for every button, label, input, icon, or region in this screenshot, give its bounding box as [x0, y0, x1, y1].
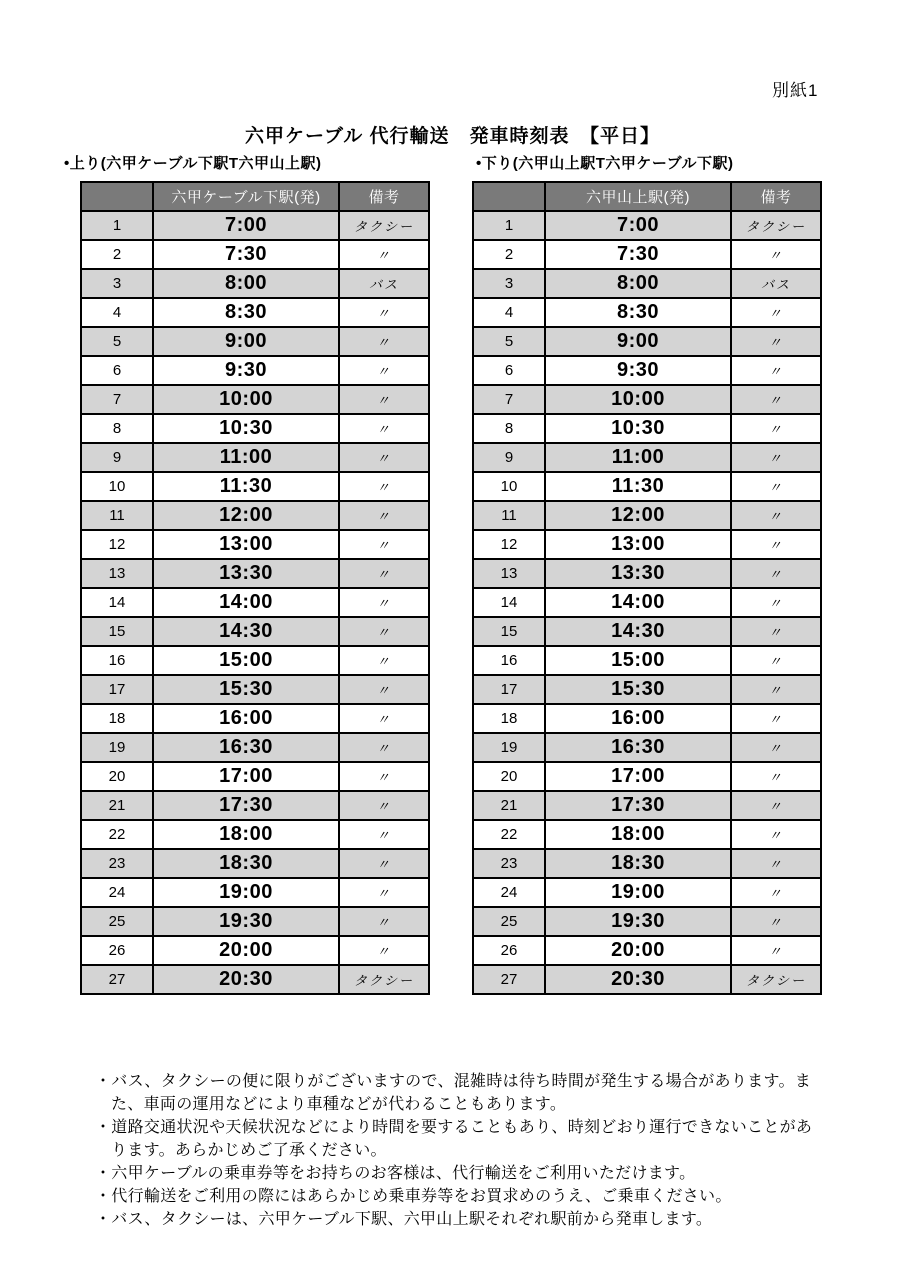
table-row	[81, 501, 429, 530]
note-line: ・バス、タクシーの便に限りがございますので、混雑時は待ち時間が発生する場合があります。ま	[95, 1073, 812, 1090]
table-row	[81, 240, 429, 269]
departure-time: 9:30	[545, 356, 731, 385]
table-row	[473, 849, 821, 878]
remark: 〃	[339, 704, 429, 733]
departure-time: 17:30	[153, 791, 339, 820]
page-title: 六甲ケーブル 代行輸送 発車時刻表 【平日】	[244, 126, 661, 147]
remark: タクシー	[339, 211, 429, 240]
row-number: 8	[81, 414, 153, 443]
row-number: 14	[81, 588, 153, 617]
departure-time: 10:00	[153, 385, 339, 414]
table-row	[81, 849, 429, 878]
remark: 〃	[339, 559, 429, 588]
table-row	[81, 762, 429, 791]
row-number: 1	[473, 211, 545, 240]
table-row	[473, 443, 821, 472]
row-number: 22	[81, 820, 153, 849]
note-line: ・バス、タクシーは、六甲ケーブル下駅、六甲山上駅それぞれ駅前から発車します。	[95, 1211, 713, 1228]
table-row	[81, 327, 429, 356]
remark: タクシー	[731, 211, 821, 240]
departure-time: 11:00	[545, 443, 731, 472]
remark: 〃	[731, 530, 821, 559]
table-row	[473, 559, 821, 588]
table-row	[81, 617, 429, 646]
row-number: 17	[473, 675, 545, 704]
remark: 〃	[339, 385, 429, 414]
row-number: 20	[473, 762, 545, 791]
row-number: 9	[81, 443, 153, 472]
row-number: 17	[81, 675, 153, 704]
remark: タクシー	[339, 965, 429, 994]
departure-time: 9:00	[545, 327, 731, 356]
table-row	[473, 240, 821, 269]
table-row	[81, 878, 429, 907]
table-row	[473, 965, 821, 994]
table-row	[81, 675, 429, 704]
row-number: 12	[81, 530, 153, 559]
row-number: 9	[473, 443, 545, 472]
departure-time: 19:00	[545, 878, 731, 907]
departure-time: 16:00	[153, 704, 339, 733]
row-number: 24	[473, 878, 545, 907]
row-number: 21	[81, 791, 153, 820]
departure-time: 20:30	[545, 965, 731, 994]
departure-time: 15:00	[545, 646, 731, 675]
departure-time: 14:30	[545, 617, 731, 646]
table-row	[81, 936, 429, 965]
table-row	[81, 907, 429, 936]
remark: 〃	[731, 733, 821, 762]
departure-time: 18:00	[545, 820, 731, 849]
table-row	[473, 617, 821, 646]
note-line: ・六甲ケーブルの乗車券等をお持ちのお客様は、代行輸送をご利用いただけます。	[95, 1165, 696, 1182]
attachment-label: 別紙1	[772, 81, 819, 100]
departure-time: 14:30	[153, 617, 339, 646]
table-row	[473, 762, 821, 791]
remark: 〃	[339, 646, 429, 675]
row-number: 15	[81, 617, 153, 646]
footnotes	[95, 1070, 840, 1231]
departure-time: 8:30	[545, 298, 731, 327]
row-number: 27	[81, 965, 153, 994]
row-number: 13	[81, 559, 153, 588]
remark: 〃	[339, 501, 429, 530]
remark: 〃	[731, 414, 821, 443]
departure-time: 17:00	[153, 762, 339, 791]
departure-time: 13:30	[153, 559, 339, 588]
table-row	[473, 733, 821, 762]
col-header-remarks: 備考	[731, 182, 821, 211]
remark: 〃	[339, 443, 429, 472]
remark: 〃	[339, 820, 429, 849]
remark: 〃	[731, 298, 821, 327]
table-row	[473, 356, 821, 385]
row-number: 8	[473, 414, 545, 443]
remark: 〃	[731, 878, 821, 907]
remark: 〃	[731, 762, 821, 791]
row-number: 27	[473, 965, 545, 994]
remark: 〃	[339, 878, 429, 907]
remark: 〃	[731, 791, 821, 820]
row-number: 24	[81, 878, 153, 907]
departure-time: 18:30	[545, 849, 731, 878]
departure-time: 20:30	[153, 965, 339, 994]
departure-time: 11:30	[153, 472, 339, 501]
row-number: 26	[81, 936, 153, 965]
row-number: 10	[473, 472, 545, 501]
departure-time: 7:00	[545, 211, 731, 240]
table-row	[81, 356, 429, 385]
table-row	[81, 704, 429, 733]
remark: 〃	[731, 617, 821, 646]
table-row	[473, 878, 821, 907]
remark: 〃	[731, 472, 821, 501]
table-row	[473, 646, 821, 675]
col-header-station: 六甲山上駅(発)	[545, 182, 731, 211]
departure-time: 11:30	[545, 472, 731, 501]
departure-time: 9:00	[153, 327, 339, 356]
departure-time: 10:30	[545, 414, 731, 443]
departure-time: 17:30	[545, 791, 731, 820]
remark: タクシー	[731, 965, 821, 994]
table-row	[473, 211, 821, 240]
table-row	[81, 733, 429, 762]
remark: 〃	[339, 936, 429, 965]
row-number: 2	[473, 240, 545, 269]
departure-time: 12:00	[153, 501, 339, 530]
remark: 〃	[339, 588, 429, 617]
row-number: 22	[473, 820, 545, 849]
remark: 〃	[731, 443, 821, 472]
departure-time: 20:00	[153, 936, 339, 965]
departure-time: 18:30	[153, 849, 339, 878]
departure-time: 13:00	[153, 530, 339, 559]
row-number: 4	[473, 298, 545, 327]
row-number: 12	[473, 530, 545, 559]
remark: 〃	[339, 907, 429, 936]
header-row	[473, 182, 821, 211]
table-row	[81, 472, 429, 501]
departure-time: 12:00	[545, 501, 731, 530]
direction-label-down: •下り(六甲山上駅T六甲ケーブル下駅)	[476, 155, 734, 172]
table-row	[81, 530, 429, 559]
table-row	[473, 414, 821, 443]
row-number: 16	[473, 646, 545, 675]
remark: 〃	[339, 762, 429, 791]
departure-time: 8:00	[153, 269, 339, 298]
remark: バス	[731, 269, 821, 298]
remark: 〃	[339, 327, 429, 356]
timetable-down	[472, 181, 822, 995]
row-number: 1	[81, 211, 153, 240]
timetable-up-body	[81, 211, 429, 994]
row-number: 11	[81, 501, 153, 530]
remark: 〃	[731, 704, 821, 733]
table-row	[473, 298, 821, 327]
table-row	[81, 791, 429, 820]
row-number: 7	[473, 385, 545, 414]
departure-time: 7:30	[153, 240, 339, 269]
departure-time: 19:00	[153, 878, 339, 907]
table-row	[473, 704, 821, 733]
table-row	[81, 646, 429, 675]
remark: 〃	[731, 820, 821, 849]
departure-time: 13:30	[545, 559, 731, 588]
remark: 〃	[339, 356, 429, 385]
row-number: 16	[81, 646, 153, 675]
row-number: 10	[81, 472, 153, 501]
departure-time: 9:30	[153, 356, 339, 385]
table-row	[473, 269, 821, 298]
row-number: 23	[81, 849, 153, 878]
row-number: 15	[473, 617, 545, 646]
departure-time: 14:00	[545, 588, 731, 617]
remark: 〃	[339, 849, 429, 878]
col-header-remarks: 備考	[339, 182, 429, 211]
table-row	[473, 588, 821, 617]
table-row	[81, 211, 429, 240]
header-row	[81, 182, 429, 211]
row-number: 7	[81, 385, 153, 414]
row-number: 3	[473, 269, 545, 298]
departure-time: 19:30	[153, 907, 339, 936]
remark: 〃	[339, 617, 429, 646]
remark: 〃	[731, 849, 821, 878]
departure-time: 13:00	[545, 530, 731, 559]
note-line: た、車両の運用などにより車種などが代わることもあります。	[111, 1096, 567, 1113]
remark: 〃	[731, 588, 821, 617]
direction-label-up: •上り(六甲ケーブル下駅T六甲山上駅)	[64, 155, 322, 172]
col-header-station: 六甲ケーブル下駅(発)	[153, 182, 339, 211]
table-row	[81, 414, 429, 443]
row-number: 26	[473, 936, 545, 965]
table-row	[81, 559, 429, 588]
remark: 〃	[731, 240, 821, 269]
departure-time: 17:00	[545, 762, 731, 791]
table-row	[81, 298, 429, 327]
departure-time: 10:00	[545, 385, 731, 414]
col-header-number	[473, 182, 545, 211]
row-number: 18	[473, 704, 545, 733]
table-row	[473, 820, 821, 849]
remark: 〃	[339, 791, 429, 820]
departure-time: 16:30	[153, 733, 339, 762]
remark: 〃	[731, 385, 821, 414]
row-number: 25	[81, 907, 153, 936]
timetable-down-body	[473, 211, 821, 994]
departure-time: 20:00	[545, 936, 731, 965]
remark: 〃	[339, 414, 429, 443]
row-number: 5	[473, 327, 545, 356]
row-number: 19	[473, 733, 545, 762]
departure-time: 8:30	[153, 298, 339, 327]
row-number: 20	[81, 762, 153, 791]
departure-time: 7:00	[153, 211, 339, 240]
table-row	[473, 385, 821, 414]
note-line: ・代行輸送をご利用の際にはあらかじめ乗車券等をお買求めのうえ、ご乗車ください。	[95, 1188, 732, 1205]
row-number: 2	[81, 240, 153, 269]
row-number: 13	[473, 559, 545, 588]
row-number: 19	[81, 733, 153, 762]
row-number: 5	[81, 327, 153, 356]
table-row	[473, 472, 821, 501]
remark: 〃	[339, 675, 429, 704]
table-row	[473, 791, 821, 820]
remark: 〃	[339, 240, 429, 269]
remark: 〃	[731, 936, 821, 965]
table-row	[473, 327, 821, 356]
note-line: ・道路交通状況や天候状況などにより時間を要することもあり、時刻どおり運行できないことがあ	[95, 1119, 813, 1136]
row-number: 4	[81, 298, 153, 327]
table-row	[473, 907, 821, 936]
remark: 〃	[339, 472, 429, 501]
remark: 〃	[731, 327, 821, 356]
row-number: 11	[473, 501, 545, 530]
remark: 〃	[339, 733, 429, 762]
table-row	[473, 530, 821, 559]
table-row	[81, 588, 429, 617]
table-row	[81, 385, 429, 414]
note-line: ります。あらかじめご了承ください。	[111, 1142, 387, 1159]
table-row	[473, 936, 821, 965]
departure-time: 16:00	[545, 704, 731, 733]
departure-time: 15:00	[153, 646, 339, 675]
table-row	[81, 820, 429, 849]
row-number: 23	[473, 849, 545, 878]
table-row	[473, 675, 821, 704]
row-number: 25	[473, 907, 545, 936]
departure-time: 11:00	[153, 443, 339, 472]
departure-time: 8:00	[545, 269, 731, 298]
row-number: 14	[473, 588, 545, 617]
departure-time: 14:00	[153, 588, 339, 617]
departure-time: 19:30	[545, 907, 731, 936]
remark: 〃	[731, 907, 821, 936]
remark: 〃	[731, 356, 821, 385]
remark: 〃	[731, 501, 821, 530]
remark: 〃	[339, 530, 429, 559]
departure-time: 18:00	[153, 820, 339, 849]
row-number: 3	[81, 269, 153, 298]
row-number: 21	[473, 791, 545, 820]
remark: 〃	[731, 559, 821, 588]
departure-time: 15:30	[545, 675, 731, 704]
remark: バス	[339, 269, 429, 298]
table-row	[81, 269, 429, 298]
remark: 〃	[339, 298, 429, 327]
table-row	[81, 965, 429, 994]
table-row	[473, 501, 821, 530]
remark: 〃	[731, 675, 821, 704]
departure-time: 15:30	[153, 675, 339, 704]
row-number: 18	[81, 704, 153, 733]
remark: 〃	[731, 646, 821, 675]
departure-time: 10:30	[153, 414, 339, 443]
col-header-number	[81, 182, 153, 211]
departure-time: 7:30	[545, 240, 731, 269]
row-number: 6	[473, 356, 545, 385]
timetable-up	[80, 181, 430, 995]
row-number: 6	[81, 356, 153, 385]
table-row	[81, 443, 429, 472]
departure-time: 16:30	[545, 733, 731, 762]
